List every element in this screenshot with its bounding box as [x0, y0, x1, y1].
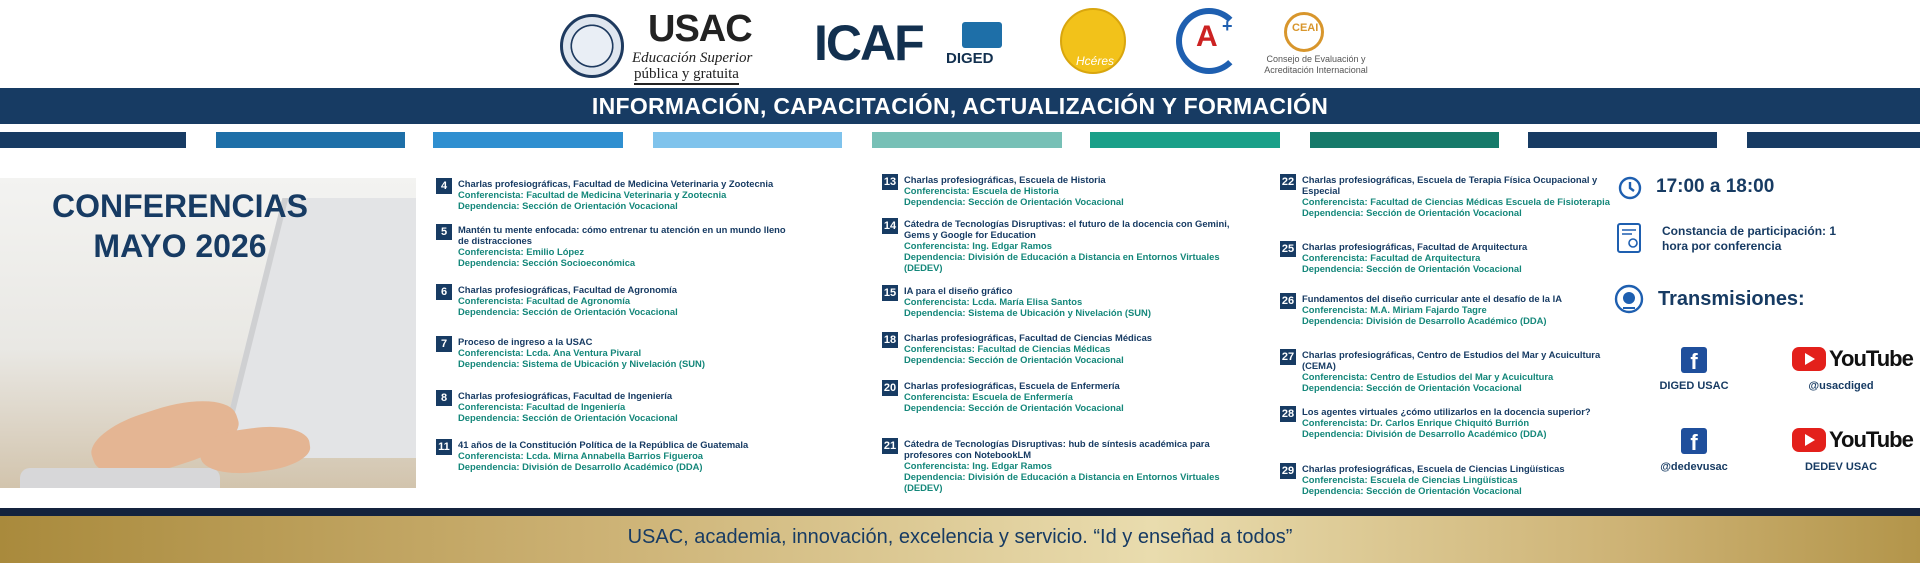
event-department: Dependencia: Sección de Orientación Vocacional: [904, 402, 1124, 413]
day-badge: 7: [436, 336, 452, 352]
banner-title: INFORMACIÓN, CAPACITACIÓN, ACTUALIZACIÓN Y FORMACIÓN: [0, 88, 1920, 124]
sleeve-icon: [20, 468, 220, 488]
event-department: Dependencia: Sección de Orientación Vocacional: [1302, 207, 1522, 218]
footer-slogan: USAC, academia, innovación, excelencia y servicio. “Id y enseñad a todos”: [0, 516, 1920, 563]
color-strip: [1747, 132, 1920, 148]
usac-tagline-1: Educación Superior: [632, 50, 753, 66]
event-speaker: Conferencista: Dr. Carlos Enrique Chiquitó Burrión: [1302, 417, 1530, 428]
event-title: Proceso de ingreso a la USAC: [458, 336, 593, 347]
event-speaker: Conferencista: Lcda. Mirna Annabella Barrios Figueroa: [458, 450, 704, 461]
day-badge: 27: [1281, 351, 1295, 363]
event-department: Dependencia: Sistema de Ubicación y Nivelación (SUN): [458, 358, 705, 369]
day-badge: 8: [436, 390, 452, 406]
youtube-usacdiged-label[interactable]: @usacdiged: [1808, 380, 1874, 392]
day-badge: 6: [436, 284, 452, 300]
schedule-item: [1281, 406, 1632, 439]
event-speaker: Conferencista: Facultad de Ciencias Médicas Escuela de Fisioterapia: [1302, 196, 1610, 207]
youtube-dedev-label[interactable]: DEDEV USAC: [1804, 461, 1878, 473]
event-department: Dependencia: Sección de Orientación Vocacional: [1302, 263, 1522, 274]
ceai-logo-text: CEAI: [1292, 22, 1319, 34]
schedule-item: [883, 285, 1234, 318]
time-range: 17:00 a 18:00: [1656, 176, 1775, 197]
usac-logo-text: USAC: [648, 8, 752, 50]
day-badge: 21: [883, 440, 897, 452]
event-department: Dependencia: División de Educación a Distancia en Entornos Virtuales (DEDEV): [904, 251, 1220, 273]
schedule-item: [1281, 174, 1632, 218]
event-department: Dependencia: División de Desarrollo Académico (DDA): [458, 461, 703, 472]
event-department: Dependencia: Sección de Orientación Vocacional: [458, 200, 678, 211]
event-department: Dependencia: Sección de Orientación Vocacional: [904, 196, 1124, 207]
event-speaker: Conferencista: Facultad de Arquitectura: [1302, 252, 1481, 263]
schedule-item: [883, 380, 1234, 413]
event-title: IA para el diseño gráfico: [904, 285, 1013, 296]
schedule-item: [1281, 349, 1632, 393]
event-speaker: Conferencista: Escuela de Enfermería: [904, 391, 1073, 402]
event-speaker: Conferencista: Facultad de Medicina Veterinaria y Zootecnia: [458, 189, 727, 200]
hceres-logo-text: Hcéres: [1076, 54, 1115, 68]
day-badge: 5: [436, 224, 452, 240]
facebook-icon[interactable]: f: [1681, 347, 1707, 373]
event-department: Dependencia: División de Desarrollo Académico (DDA): [1302, 428, 1547, 439]
schedule-item: [440, 284, 788, 317]
event-title: Los agentes virtuales ¿cómo utilizarlos en la docencia superior?: [1302, 406, 1591, 417]
event-department: Dependencia: Sistema de Ubicación y Nivelación (SUN): [904, 307, 1151, 318]
event-title: Charlas profesiográficas, Escuela de Terapia Física Ocupacional y Especial: [1302, 174, 1598, 196]
day-badge: 13: [883, 176, 897, 188]
schedule-item: [438, 439, 788, 472]
schedule-item: [1281, 293, 1632, 326]
facebook-diged-label[interactable]: DIGED USAC: [1659, 380, 1729, 392]
schedule-item: [440, 390, 788, 423]
event-department: Dependencia: Sección de Orientación Vocacional: [1302, 382, 1522, 393]
event-title: Cátedra de Tecnologías Disruptivas: el futuro de la docencia con Gemini, Gems y Google for Education: [904, 218, 1230, 240]
event-title: Charlas profesiográficas, Facultad de Arquitectura: [1302, 241, 1528, 252]
event-title: Cátedra de Tecnologías Disruptivas: hub de síntesis académica para profesores con NotebookLM: [904, 438, 1210, 460]
event-department: Dependencia: Sección de Orientación Vocacional: [1302, 485, 1522, 496]
color-strip: [653, 132, 842, 148]
facebook-icon-2[interactable]: f: [1681, 428, 1707, 454]
day-badge: 14: [883, 220, 897, 232]
hero-line-2: MAYO 2026: [93, 228, 267, 264]
day-badge: 15: [883, 287, 897, 299]
logo-bar: [0, 0, 1920, 88]
event-title: 41 años de la Constitución Política de la República de Guatemala: [458, 439, 749, 450]
facebook-dedev-label[interactable]: @dedevusac: [1660, 461, 1728, 473]
event-speaker: Conferencista: Centro de Estudios del Mar y Acuicultura: [1302, 371, 1554, 382]
event-department: Dependencia: Sección de Orientación Vocacional: [458, 412, 678, 423]
day-badge: 20: [883, 382, 897, 394]
certificate-icon: [1616, 222, 1642, 254]
day-badge: 22: [1281, 176, 1295, 188]
event-speaker: Conferencistas: Facultad de Ciencias Médicas: [904, 343, 1111, 354]
schedule-item: [440, 178, 788, 211]
hero-title: [0, 186, 360, 266]
event-department: Dependencia: Sección de Orientación Vocacional: [904, 354, 1124, 365]
usac-tagline-2: pública y gratuita: [634, 66, 739, 85]
event-speaker: Conferencista: Escuela de Ciencias Lingüísticas: [1302, 474, 1518, 485]
event-speaker: Conferencista: Emilio López: [458, 246, 585, 257]
schedule-item: [883, 218, 1234, 273]
color-strip: [216, 132, 405, 148]
icaf-logo: ICAF: [814, 15, 923, 71]
event-speaker: Conferencista: Facultad de Ingeniería: [458, 401, 626, 412]
event-title: Charlas profesiográficas, Centro de Estudios del Mar y Acuicultura (CEMA): [1302, 349, 1601, 371]
event-speaker: Conferencista: Escuela de Historia: [904, 185, 1059, 196]
event-department: Dependencia: División de Educación a Distancia en Entornos Virtuales (DEDEV): [904, 471, 1220, 493]
event-title: Mantén tu mente enfocada: cómo entrenar tu atención en un mundo lleno de distracciones: [458, 224, 786, 246]
plus-icon: +: [1222, 16, 1233, 36]
youtube-icon[interactable]: [1792, 347, 1826, 371]
day-badge: 29: [1281, 465, 1295, 477]
event-title: Fundamentos del diseño curricular ante el desafío de la IA: [1302, 293, 1562, 304]
schedule-item: [883, 174, 1234, 207]
event-speaker: Conferencista: M.A. Miriam Fajardo Tagre: [1302, 304, 1487, 315]
acreditation-a-icon: A: [1196, 20, 1218, 53]
day-badge: 28: [1281, 408, 1295, 420]
footer-divider: [0, 508, 1920, 516]
schedule-item: [1281, 241, 1632, 274]
schedule-item: [1281, 463, 1632, 496]
schedule-item: [440, 224, 788, 268]
youtube-icon-2[interactable]: [1792, 428, 1826, 452]
event-title: Charlas profesiográficas, Facultad de Ciencias Médicas: [904, 332, 1153, 343]
color-strip: [1528, 132, 1717, 148]
day-badge: 18: [883, 334, 897, 346]
day-badge: 26: [1281, 295, 1295, 307]
schedule-item: [883, 438, 1234, 493]
hero-line-1: CONFERENCIAS: [51, 188, 308, 224]
event-speaker: Conferencista: Facultad de Agronomía: [458, 295, 631, 306]
color-strip: [0, 132, 186, 148]
day-badge: 25: [1281, 243, 1295, 255]
event-title: Charlas profesiográficas, Escuela de Historia: [904, 174, 1106, 185]
event-speaker: Conferencista: Ing. Edgar Ramos: [904, 460, 1052, 471]
event-department: Dependencia: Sección de Orientación Vocacional: [458, 306, 678, 317]
event-department: Dependencia: Sección Socioeconómica: [458, 257, 636, 268]
youtube-wordmark: YouTube: [1829, 346, 1913, 371]
color-strip: [433, 132, 623, 148]
event-speaker: Conferencista: Ing. Edgar Ramos: [904, 240, 1052, 251]
streams-title: Transmisiones:: [1658, 288, 1805, 310]
event-title: Charlas profesiográficas, Facultad de Medicina Veterinaria y Zootecnia: [458, 178, 774, 189]
event-department: Dependencia: División de Desarrollo Académico (DDA): [1302, 315, 1547, 326]
certificate-note: Constancia de participación: 1 hora por conferencia: [1662, 224, 1837, 253]
color-strip: [1090, 132, 1280, 148]
schedule-item: [883, 332, 1234, 365]
ceai-caption: Consejo de Evaluación y Acreditación Internacional: [1264, 54, 1368, 75]
event-title: Charlas profesiográficas, Facultad de Ingeniería: [458, 390, 673, 401]
event-speaker: Conferencista: Lcda. Ana Ventura Pivaral: [458, 347, 642, 358]
color-strip: [1310, 132, 1499, 148]
event-speaker: Conferencista: Lcda. María Elisa Santos: [904, 296, 1083, 307]
color-strip: [872, 132, 1062, 148]
book-icon: [962, 22, 1002, 48]
youtube-wordmark-2: YouTube: [1829, 427, 1913, 452]
day-badge: 11: [436, 439, 452, 455]
clock-icon: [1618, 176, 1642, 200]
event-title: Charlas profesiográficas, Escuela de Enfermería: [904, 380, 1120, 391]
day-badge: 4: [436, 178, 452, 194]
event-title: Charlas profesiográficas, Escuela de Ciencias Lingüísticas: [1302, 463, 1565, 474]
broadcast-icon: [1614, 284, 1644, 314]
schedule-item: [440, 336, 788, 369]
diged-logo: DIGED: [946, 50, 994, 67]
usac-seal-icon: [560, 14, 624, 78]
event-title: Charlas profesiográficas, Facultad de Agronomía: [458, 284, 677, 295]
